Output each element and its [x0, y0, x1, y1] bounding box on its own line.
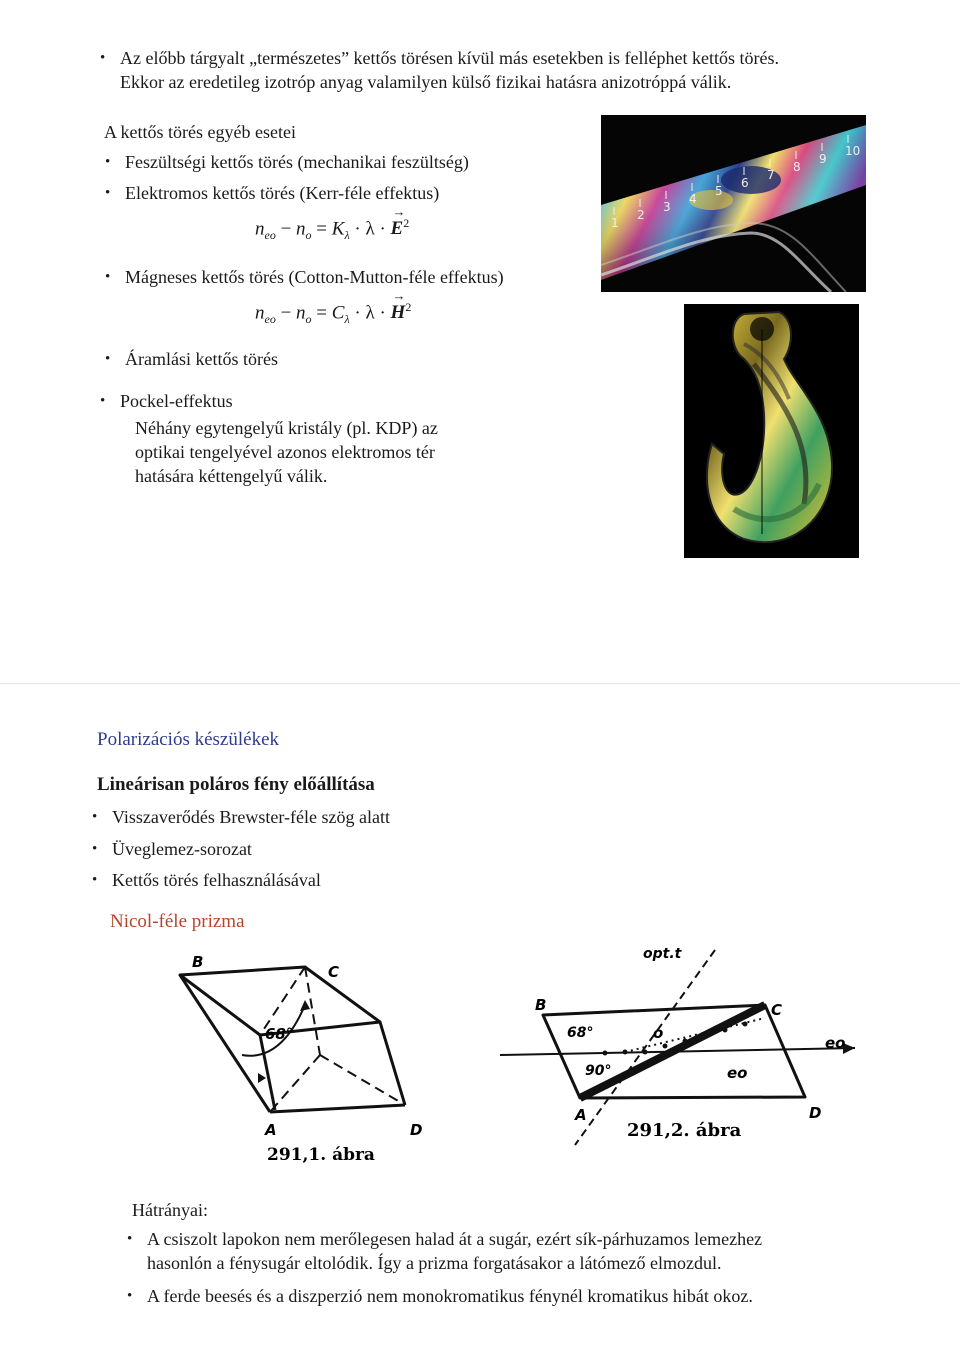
- svg-text:o: o: [653, 1024, 664, 1042]
- list-item-text: Visszaverődés Brewster-féle szög alatt: [112, 807, 390, 827]
- svg-text:eo: eo: [825, 1034, 846, 1052]
- photoelastic-hook-image: [684, 304, 859, 558]
- bullet-icon: •: [127, 1288, 133, 1304]
- list-item: [100, 389, 233, 413]
- svg-text:291,1. ábra: 291,1. ábra: [267, 1145, 375, 1165]
- list-item-text: Elektromos kettős törés (Kerr-féle effektus): [125, 183, 440, 203]
- bullet-icon: •: [100, 393, 106, 409]
- photoelastic-ruler-image: [601, 115, 866, 292]
- svg-text:opt.t: opt.t: [643, 946, 682, 962]
- ruler-number: 3: [663, 200, 671, 214]
- svg-text:B: B: [192, 953, 204, 971]
- page-divider: [0, 683, 960, 684]
- list-item: [92, 805, 390, 829]
- list-item: [92, 837, 252, 861]
- kerr-equation: $n_{eo} - n_o = K_\lambda \cdot \lambda$ · → $E^2$: [255, 204, 410, 243]
- intro-line-2: Ekkor az eredetileg izotróp anyag valamilyen külső fizikai hatásra anizotróppá válik.: [120, 72, 732, 92]
- page-title: Polarizációs készülékek: [97, 729, 280, 750]
- svg-text:B: B: [535, 996, 547, 1014]
- ruler-number: 10: [845, 144, 861, 158]
- ruler-number: 5: [715, 184, 723, 198]
- svg-text:68°: 68°: [567, 1025, 594, 1041]
- bullet-icon: •: [92, 809, 98, 825]
- list-item: [105, 150, 469, 174]
- cotton-mutton-equation: $n_{eo} - n_o = C_\lambda \cdot \lambda$ · → $H^2$: [255, 288, 412, 327]
- list-item: [127, 1284, 753, 1308]
- bullet-icon: •: [92, 872, 98, 888]
- list-item: [105, 181, 440, 205]
- list-item-text: A csiszolt lapokon nem merőlegesen halad át a sugár, ezért sík-párhuzamos lemezhez: [147, 1229, 763, 1249]
- list-item-text: Áramlási kettős törés: [125, 349, 278, 369]
- bullet-icon: •: [105, 154, 111, 170]
- list-item-text: Üveglemez-sorozat: [112, 839, 252, 859]
- bullet-icon: •: [92, 841, 98, 857]
- pockel-description: Néhány egytengelyű kristály (pl. KDP) az optikai tengelyével azonos elektromos tér hatására kéttengelyű válik.: [135, 418, 438, 486]
- bullet-icon: •: [105, 185, 111, 201]
- drawbacks-title: Hátrányai:: [132, 1200, 208, 1220]
- ruler-number: 7: [767, 168, 775, 182]
- svg-text:eo: eo: [727, 1064, 748, 1082]
- svg-text:68°: 68°: [265, 1025, 294, 1043]
- list-item: [105, 265, 504, 289]
- list-item: [105, 347, 278, 371]
- nicol-prism-3d-figure: [170, 945, 440, 1170]
- svg-text:C: C: [771, 1001, 783, 1019]
- svg-text:D: D: [809, 1104, 822, 1122]
- ruler-number: 1: [611, 216, 619, 230]
- svg-text:D: D: [410, 1121, 423, 1139]
- list-item-text: Feszültségi kettős törés (mechanikai feszültség): [125, 152, 469, 172]
- section-title: A kettős törés egyéb esetei: [104, 122, 296, 142]
- subtitle: Lineárisan poláros fény előállítása: [97, 774, 375, 795]
- list-item-text: hasonlón a fénysugár eltolódik. Így a prizma forgatásakor a látómező elmozdul.: [147, 1253, 722, 1273]
- ruler-number: 2: [637, 208, 645, 222]
- ruler-number: 4: [689, 192, 697, 206]
- intro-line-1: Az előbb tárgyalt „természetes” kettős törésen kívül más esetekben is felléphet kettős törés.: [120, 48, 779, 68]
- list-item-text: Pockel-effektus: [120, 391, 233, 411]
- svg-text:90°: 90°: [585, 1063, 612, 1079]
- nicol-prism-section-figure: [495, 940, 865, 1150]
- list-item-text: Mágneses kettős törés (Cotton-Mutton-féle effektus): [125, 267, 504, 287]
- bullet-icon: •: [105, 269, 111, 285]
- ruler-number: 8: [793, 160, 801, 174]
- list-item: [92, 868, 321, 892]
- bullet-icon: •: [105, 351, 111, 367]
- svg-text:291,2. ábra: 291,2. ábra: [627, 1120, 742, 1141]
- list-item-text: A ferde beesés és a diszperzió nem monokromatikus fénynél kromatikus hibát okoz.: [147, 1286, 753, 1306]
- svg-text:C: C: [328, 963, 340, 981]
- intro-bullet: [100, 46, 779, 94]
- ruler-number: 6: [741, 176, 749, 190]
- ruler-number: 9: [819, 152, 827, 166]
- list-item-text: Kettős törés felhasználásával: [112, 870, 321, 890]
- bullet-icon: •: [127, 1231, 133, 1247]
- list-item: [127, 1227, 763, 1275]
- bullet-icon: •: [100, 50, 106, 66]
- nicol-heading: Nicol-féle prizma: [110, 911, 245, 932]
- svg-text:A: A: [575, 1106, 587, 1124]
- svg-text:A: A: [265, 1121, 277, 1139]
